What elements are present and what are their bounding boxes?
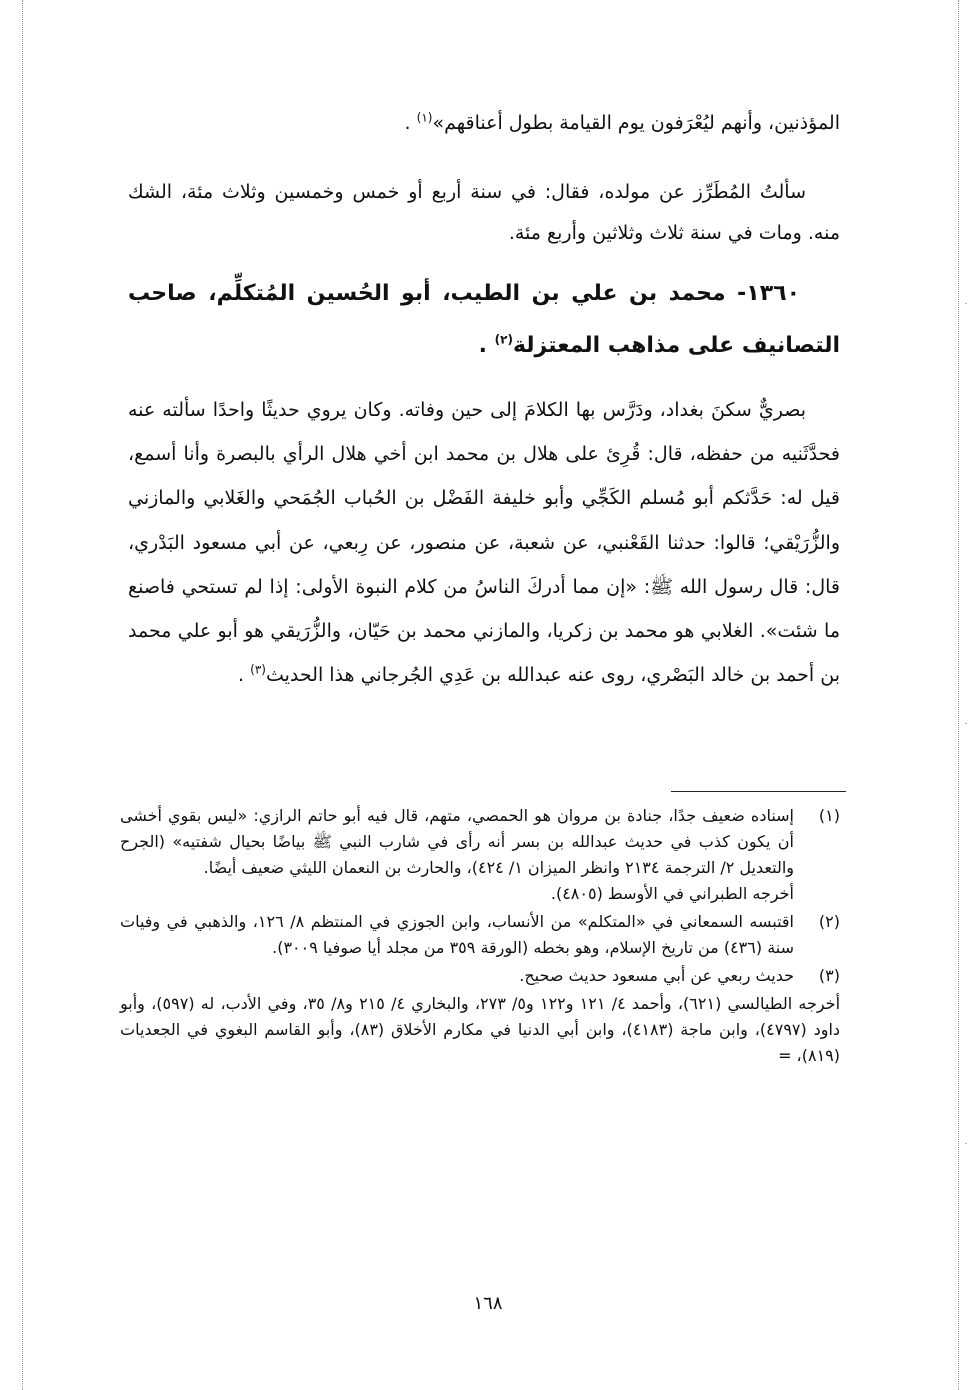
footnote-marker: (٢) bbox=[818, 912, 840, 931]
entry-heading bbox=[128, 268, 840, 372]
footnote-text: إسناده ضعيف جدًا، جنادة بن مروان هو الحمصي، متهم، قال فيه أبو حاتم الرازي: «ليس بقوي أخشى أن يكون كذب في حديث عبدالله بن بسر أنه رأى في شارب النبي ﷺ بياضًا بحيال شفتيه» (الجرح والتعديل ٢/ الترجمة ٢١٣٤ وانظر الميزان ١/ ٤٢٤)، والحارث بن النعمان الليثي ضعيف أيضًا. bbox=[120, 806, 794, 877]
paragraph-continuation bbox=[128, 108, 840, 138]
body-text: بصريٌّ سكنَ بغداد، ودَرَّس بها الكلامَ إلى حين وفاته. وكان يروي حديثًا واحدًا سألته عنه فحدَّثَنيه من حفظه، قال: قُرِئ على هلال بن محمد ابن أخي هلال الرأي بالبصرة وأنا أسمع، قيل له: حَدَّثكم أبو مُسلم الكَجِّي وأبو خليفة الفَضْل بن الحُباب الجُمَحي والغَلابي والمازني والزُّرَيْقي؛ قالوا: حدثنا القَعْنبي، عن شعبة، عن منصور، عن رِبعي، عن أبي مسعود البَدْري، قال: قال رسول الله ﷺ: «إن مما أدركَ الناسُ من كلام النبوة الأولى: إذا لم تستحي فاصنع ما شئت». الغلابي هو محمد بن زكريا، والمازني محمد بن حَيّان، والزُّرَيقي هو أبو علي محمد بن أحمد بن خالد البَصْري، روى عنه عبدالله بن عَدِي الجُرجاني هذا الحديث bbox=[128, 399, 840, 687]
margin-guide-left bbox=[22, 0, 23, 1390]
footnote-text: أخرجه الطبراني في الأوسط (٤٨٠٥). bbox=[550, 884, 794, 903]
footnote-marker: (٣) bbox=[818, 966, 840, 985]
footnote bbox=[120, 909, 840, 961]
footnote-text: حديث ربعي عن أبي مسعود حديث صحيح. bbox=[519, 966, 794, 985]
heading-end: . bbox=[478, 333, 495, 358]
footnote bbox=[120, 803, 840, 907]
footnote-marker: (١) bbox=[818, 806, 840, 825]
margin-guide-right bbox=[958, 0, 959, 1390]
paragraph-birth-death bbox=[128, 172, 840, 254]
binding-dot: · bbox=[964, 299, 968, 310]
footnote-divider bbox=[671, 791, 846, 792]
footnote-continuation: أخرجه الطيالسي (٦٢١)، وأحمد ٤/ ١٢١ و١٢٢ و٥/ ٢٧٣، والبخاري ٤/ ٢١٥ و٨/ ٣٥، وفي الأدب، له (٥٩٧)، وأبو داود (٤٧٩٧)، وابن ماجة (٤١٨٣)، وابن أبي الدنيا في مكارم الأخلاق (٨٣)، وأبو القاسم البغوي في الجعديات (٨١٩)، = bbox=[120, 994, 841, 1065]
page-number: ١٦٨ bbox=[473, 1293, 503, 1314]
paragraph-text: سألتُ المُطَرِّز عن مولده، فقال: في سنة أربع أو خمس وخمسين وثلاث مئة، الشك منه. ومات في سنة ثلاث وثلاثين وأربع مئة. bbox=[128, 181, 840, 244]
footnote-reference[interactable]: (٢) bbox=[494, 332, 513, 347]
heading-text: ١٣٦٠- محمد بن علي بن الطيب، أبو الحُسين المُتكلِّم، صاحب التصانيف على مذاهب المعتزلة bbox=[128, 281, 840, 358]
entry-body bbox=[128, 388, 840, 697]
binding-dot: · bbox=[964, 1139, 968, 1150]
footnote-reference[interactable]: (١) bbox=[416, 110, 433, 125]
footnote-reference[interactable]: (٣) bbox=[250, 662, 266, 677]
footnote-text: اقتبسه السمعاني في «المتكلم» من الأنساب، وابن الجوزي في المنتظم ٨/ ١٢٦، والذهبي في وفيات سنة (٤٣٦) من تاريخ الإسلام، وهو بخطه (الورقة ٣٥٩ من مجلد أيا صوفيا ٣٠٠٩). bbox=[120, 912, 794, 957]
footnotes-section bbox=[120, 803, 840, 1069]
footnote bbox=[120, 963, 840, 989]
binding-dot: · bbox=[964, 719, 968, 730]
paragraph-text: المؤذنين، وأنهم ليُعْرَفون يوم القيامة بطول أعناقهم» bbox=[432, 112, 840, 134]
paragraph-end: . bbox=[404, 112, 417, 134]
body-end: . bbox=[238, 664, 251, 687]
